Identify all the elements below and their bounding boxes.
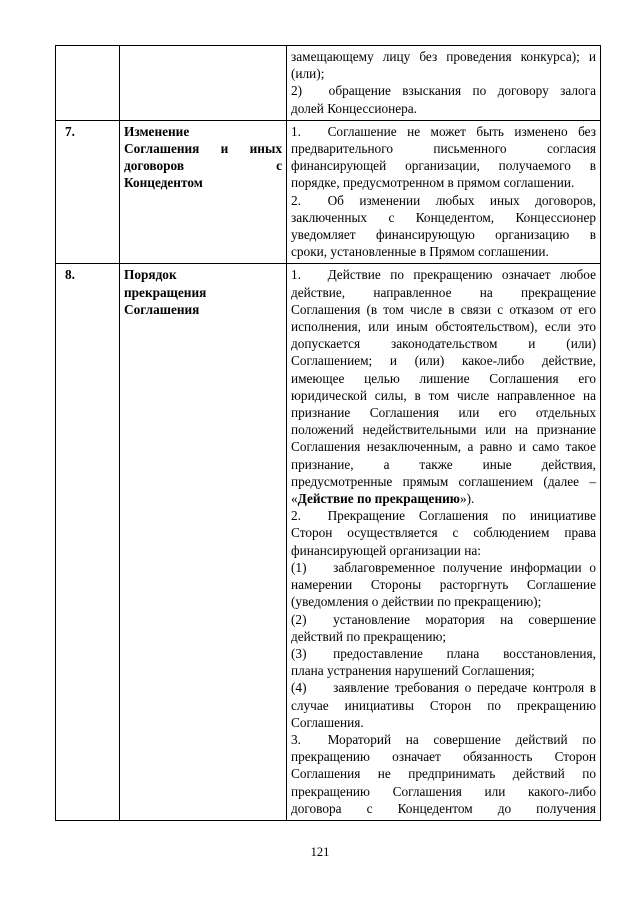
content-line: положений недействительными или на признание [291, 422, 596, 438]
row-title-line: прекращения [124, 284, 207, 300]
table-row [56, 120, 601, 264]
content-line: (или); [291, 66, 325, 82]
row-title-line: Соглашения [124, 301, 200, 317]
content-line: 2. Об изменении любых иных договоров, [291, 192, 596, 208]
row-title-line: договоров с [124, 158, 282, 174]
row-number-cell [56, 264, 120, 821]
content-line: долей Концессионера. [291, 100, 417, 116]
content-line: намерении Стороны расторгнуть Соглашение [291, 577, 596, 593]
row-content-cell [287, 46, 601, 121]
content-line: предусмотренные прямым соглашением (далее – [291, 473, 596, 489]
row-title-cell [120, 120, 287, 264]
content-line: 2) обращение взыскания по договору залога [291, 83, 596, 99]
content-line: Соглашения не предпринимать действий по [291, 766, 596, 782]
content-line: 2. Прекращение Соглашения по инициативе [291, 508, 596, 524]
content-line: юридической силы, в том числе направленное на [291, 387, 596, 403]
content-line: признание, а также иные действия, [291, 456, 596, 472]
content-line: Сторон осуществляется с соблюдением права [291, 525, 596, 541]
content-line: финансирующей организации на: [291, 542, 481, 558]
content-line: Соглашения (в том числе в связи с отказом от его [291, 301, 596, 317]
content-line: случае инициативы Сторон по прекращению [291, 697, 596, 713]
content-line: предварительного письменного согласия [291, 141, 596, 157]
content-line: имеющее целью лишение Соглашения его [291, 370, 596, 386]
content-line: действий по прекращению; [291, 628, 447, 644]
content-line: плана устранения нарушений Соглашения; [291, 663, 535, 679]
content-line: прекращению Соглашения или какого-либо [291, 783, 596, 799]
content-line: действие, направленное на прекращение [291, 284, 596, 300]
row-title-line: Изменение [124, 123, 190, 139]
content-line: Соглашения. [291, 714, 364, 730]
content-line: замещающему лицу без проведения конкурса); и [291, 49, 596, 64]
row-title-cell [120, 264, 287, 821]
content-line: договора с Концедентом до получения [291, 800, 596, 816]
row-number: 8. [65, 267, 75, 283]
row-number-cell [56, 120, 120, 264]
row-number: 7. [65, 123, 75, 139]
table-row [56, 46, 601, 121]
content-text: »). [459, 491, 475, 507]
content-line: заключенных с Концедентом, Концессионер [291, 209, 596, 225]
page-number: 121 [310, 845, 330, 859]
content-text: « [291, 491, 298, 507]
content-line: порядке, предусмотренном в прямом соглашении. [291, 175, 575, 191]
content-line: 1. Действие по прекращению означает любое [291, 267, 596, 283]
content-line: Соглашения незаключенным, а равно и само такое [291, 439, 596, 455]
content-line: (3) предоставление плана восстановления, [291, 645, 596, 661]
document-table [55, 45, 601, 821]
table-row [56, 264, 601, 821]
content-line: признание Соглашения или его отдельных [291, 405, 596, 421]
content-line: финансирующей организации, получаемого в [291, 158, 596, 174]
row-title-line: Порядок [124, 267, 177, 283]
content-line: (уведомления о действии по прекращению); [291, 594, 542, 610]
content-line: Соглашением; и (или) какое-либо действие, [291, 353, 596, 369]
row-content-cell [287, 264, 601, 821]
content-line: (2) установление моратория на совершение [291, 611, 596, 627]
row-title-line: Концедентом [124, 175, 203, 191]
row-number-cell [56, 46, 120, 121]
row-title-cell [120, 46, 287, 121]
content-line: (4) заявление требования о передаче контроля в [291, 680, 596, 696]
row-title-line: Соглашения и иных [124, 141, 282, 157]
content-line [291, 490, 596, 507]
content-line: сроки, установленные в Прямом соглашении. [291, 244, 549, 260]
defined-term: Действие по прекращению [297, 491, 460, 507]
content-line: (1) заблаговременное получение информации о [291, 559, 596, 575]
content-line: 1. Соглашение не может быть изменено без [291, 123, 596, 139]
content-line: исполнения, или иным обстоятельством), если это [291, 319, 596, 335]
row-content-cell [287, 120, 601, 264]
content-line: прекращению означает обязанность Сторон [291, 749, 596, 765]
content-line: допускается законодательством и (или) [291, 336, 596, 352]
content-line: 3. Мораторий на совершение действий по [291, 731, 596, 747]
content-line: уведомляет финансирующую организацию в [291, 227, 596, 243]
